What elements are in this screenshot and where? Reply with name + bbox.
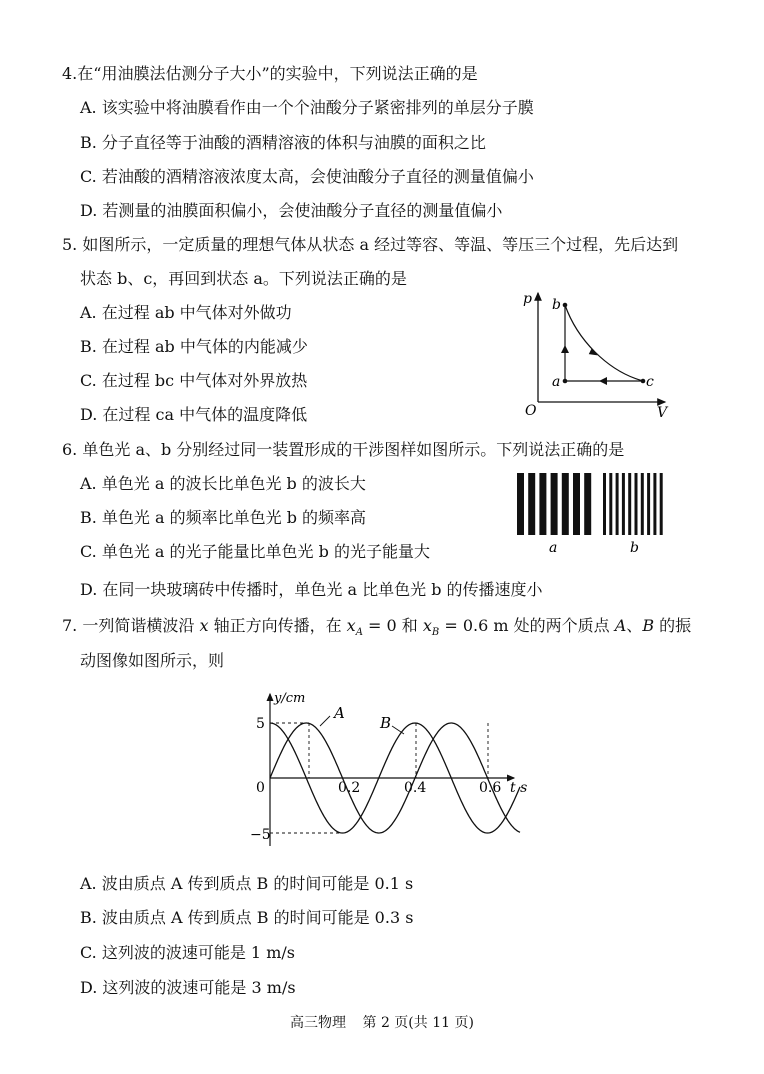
graph-xtick-0.2: 0.2 — [338, 780, 361, 796]
q7-option-d: D. 这列波的波速可能是 3 m/s — [80, 978, 296, 997]
graph-xlabel: t s — [510, 780, 528, 796]
curve-a-label: A — [334, 704, 345, 722]
point-a-label: a — [552, 374, 561, 390]
pattern-b-fringe — [647, 473, 650, 535]
q7-option-c: C. 这列波的波速可能是 1 m/s — [80, 943, 295, 962]
graph-ytick-neg5: −5 — [250, 827, 271, 843]
q5-option-d: D. 在过程 ca 中气体的温度降低 — [80, 405, 308, 424]
q4-stem: 4.在“用油膜法估测分子大小”的实验中，下列说法正确的是 — [62, 64, 478, 83]
pattern-b — [603, 473, 663, 535]
pattern-a-fringe — [528, 473, 535, 535]
pv-diagram — [515, 287, 675, 422]
q4-option-c: C. 若油酸的酒精溶液浓度太高，会使油酸分子直径的测量值偏小 — [80, 167, 534, 186]
footer-subject: 高三物理 — [290, 1015, 347, 1031]
q7-stem-line1: 7. 一列简谐横波沿 x 轴正方向传播，在 $x_A = 0$ 和 $x_B = 0.6$ m 处的两个质点 A、B 的振 — [62, 616, 692, 639]
point-a — [563, 379, 568, 384]
graph-xtick-0.6: 0.6 — [479, 780, 502, 796]
pattern-b-fringe — [603, 473, 606, 535]
q7-option-a: A. 波由质点 A 传到质点 B 的时间可能是 0.1 s — [80, 874, 414, 893]
process-bc — [565, 305, 643, 381]
pattern-b-fringe — [635, 473, 638, 535]
q6-option-b: B. 单色光 a 的频率比单色光 b 的频率高 — [80, 508, 367, 527]
point-c-label: c — [646, 374, 654, 390]
arrow-ab — [561, 345, 569, 353]
q5-option-a: A. 在过程 ab 中气体对外做功 — [80, 303, 292, 322]
pv-axis-v-label: V — [657, 405, 668, 421]
q6-stem: 6. 单色光 a、b 分别经过同一装置形成的干涉图样如图所示。下列说法正确的是 — [62, 440, 625, 459]
pattern-b-fringe — [653, 473, 656, 535]
point-c — [641, 379, 646, 384]
graph-ytick-5: 5 — [256, 716, 265, 732]
footer-page: 第 2 页(共 11 页) — [362, 1015, 474, 1031]
pattern-b-fringe — [622, 473, 625, 535]
q5-option-c: C. 在过程 bc 中气体对外界放热 — [80, 371, 308, 390]
q6-option-d: D. 在同一块玻璃砖中传播时，单色光 a 比单色光 b 的传播速度小 — [80, 580, 543, 599]
pattern-b-fringe — [616, 473, 619, 535]
point-b — [563, 303, 568, 308]
pv-origin-label: O — [525, 403, 537, 419]
q4-option-a: A. 该实验中将油膜看作由一个个油酸分子紧密排列的单层分子膜 — [80, 98, 534, 117]
vibration-graph — [246, 688, 536, 850]
q6-option-a: A. 单色光 a 的波长比单色光 b 的波长大 — [80, 474, 366, 493]
pattern-a-label: a — [549, 540, 558, 556]
graph-origin: 0 — [256, 780, 265, 796]
q7-option-b: B. 波由质点 A 传到质点 B 的时间可能是 0.3 s — [80, 908, 414, 927]
point-b-label: b — [552, 297, 561, 313]
pattern-b-fringe — [609, 473, 612, 535]
q5-option-b: B. 在过程 ab 中气体的内能减少 — [80, 337, 308, 356]
q4-option-d: D. 若测量的油膜面积偏小，会使油酸分子直径的测量值偏小 — [80, 201, 503, 220]
arrow-ca — [599, 377, 607, 385]
page-footer — [0, 1014, 764, 1032]
pattern-a-fringe — [517, 473, 524, 535]
pattern-b-label: b — [630, 540, 639, 556]
pattern-a-fringe — [539, 473, 546, 535]
q7-stem-line2: 动图像如图所示，则 — [80, 651, 225, 670]
pattern-a — [517, 473, 591, 535]
pattern-b-fringe — [628, 473, 631, 535]
graph-xtick-0.4: 0.4 — [404, 780, 427, 796]
pattern-b-fringe — [641, 473, 644, 535]
curve-b-label: B — [380, 714, 392, 732]
q6-option-c: C. 单色光 a 的光子能量比单色光 b 的光子能量大 — [80, 542, 430, 561]
pattern-a-fringe — [584, 473, 591, 535]
pattern-a-fringe — [562, 473, 569, 535]
pattern-a-fringe — [551, 473, 558, 535]
pattern-b-fringe — [660, 473, 663, 535]
graph-ylabel: y/cm — [274, 691, 306, 706]
q5-stem-line1: 5. 如图所示，一定质量的理想气体从状态 a 经过等容、等温、等压三个过程，先后达到 — [62, 235, 679, 254]
interference-patterns — [515, 470, 675, 560]
q4-option-b: B. 分子直径等于油酸的酒精溶液的体积与油膜的面积之比 — [80, 133, 486, 152]
pattern-a-fringe — [573, 473, 580, 535]
q5-stem-line2: 状态 b、c，再回到状态 a。下列说法正确的是 — [80, 269, 407, 288]
pv-axis-p-label: p — [523, 291, 532, 307]
